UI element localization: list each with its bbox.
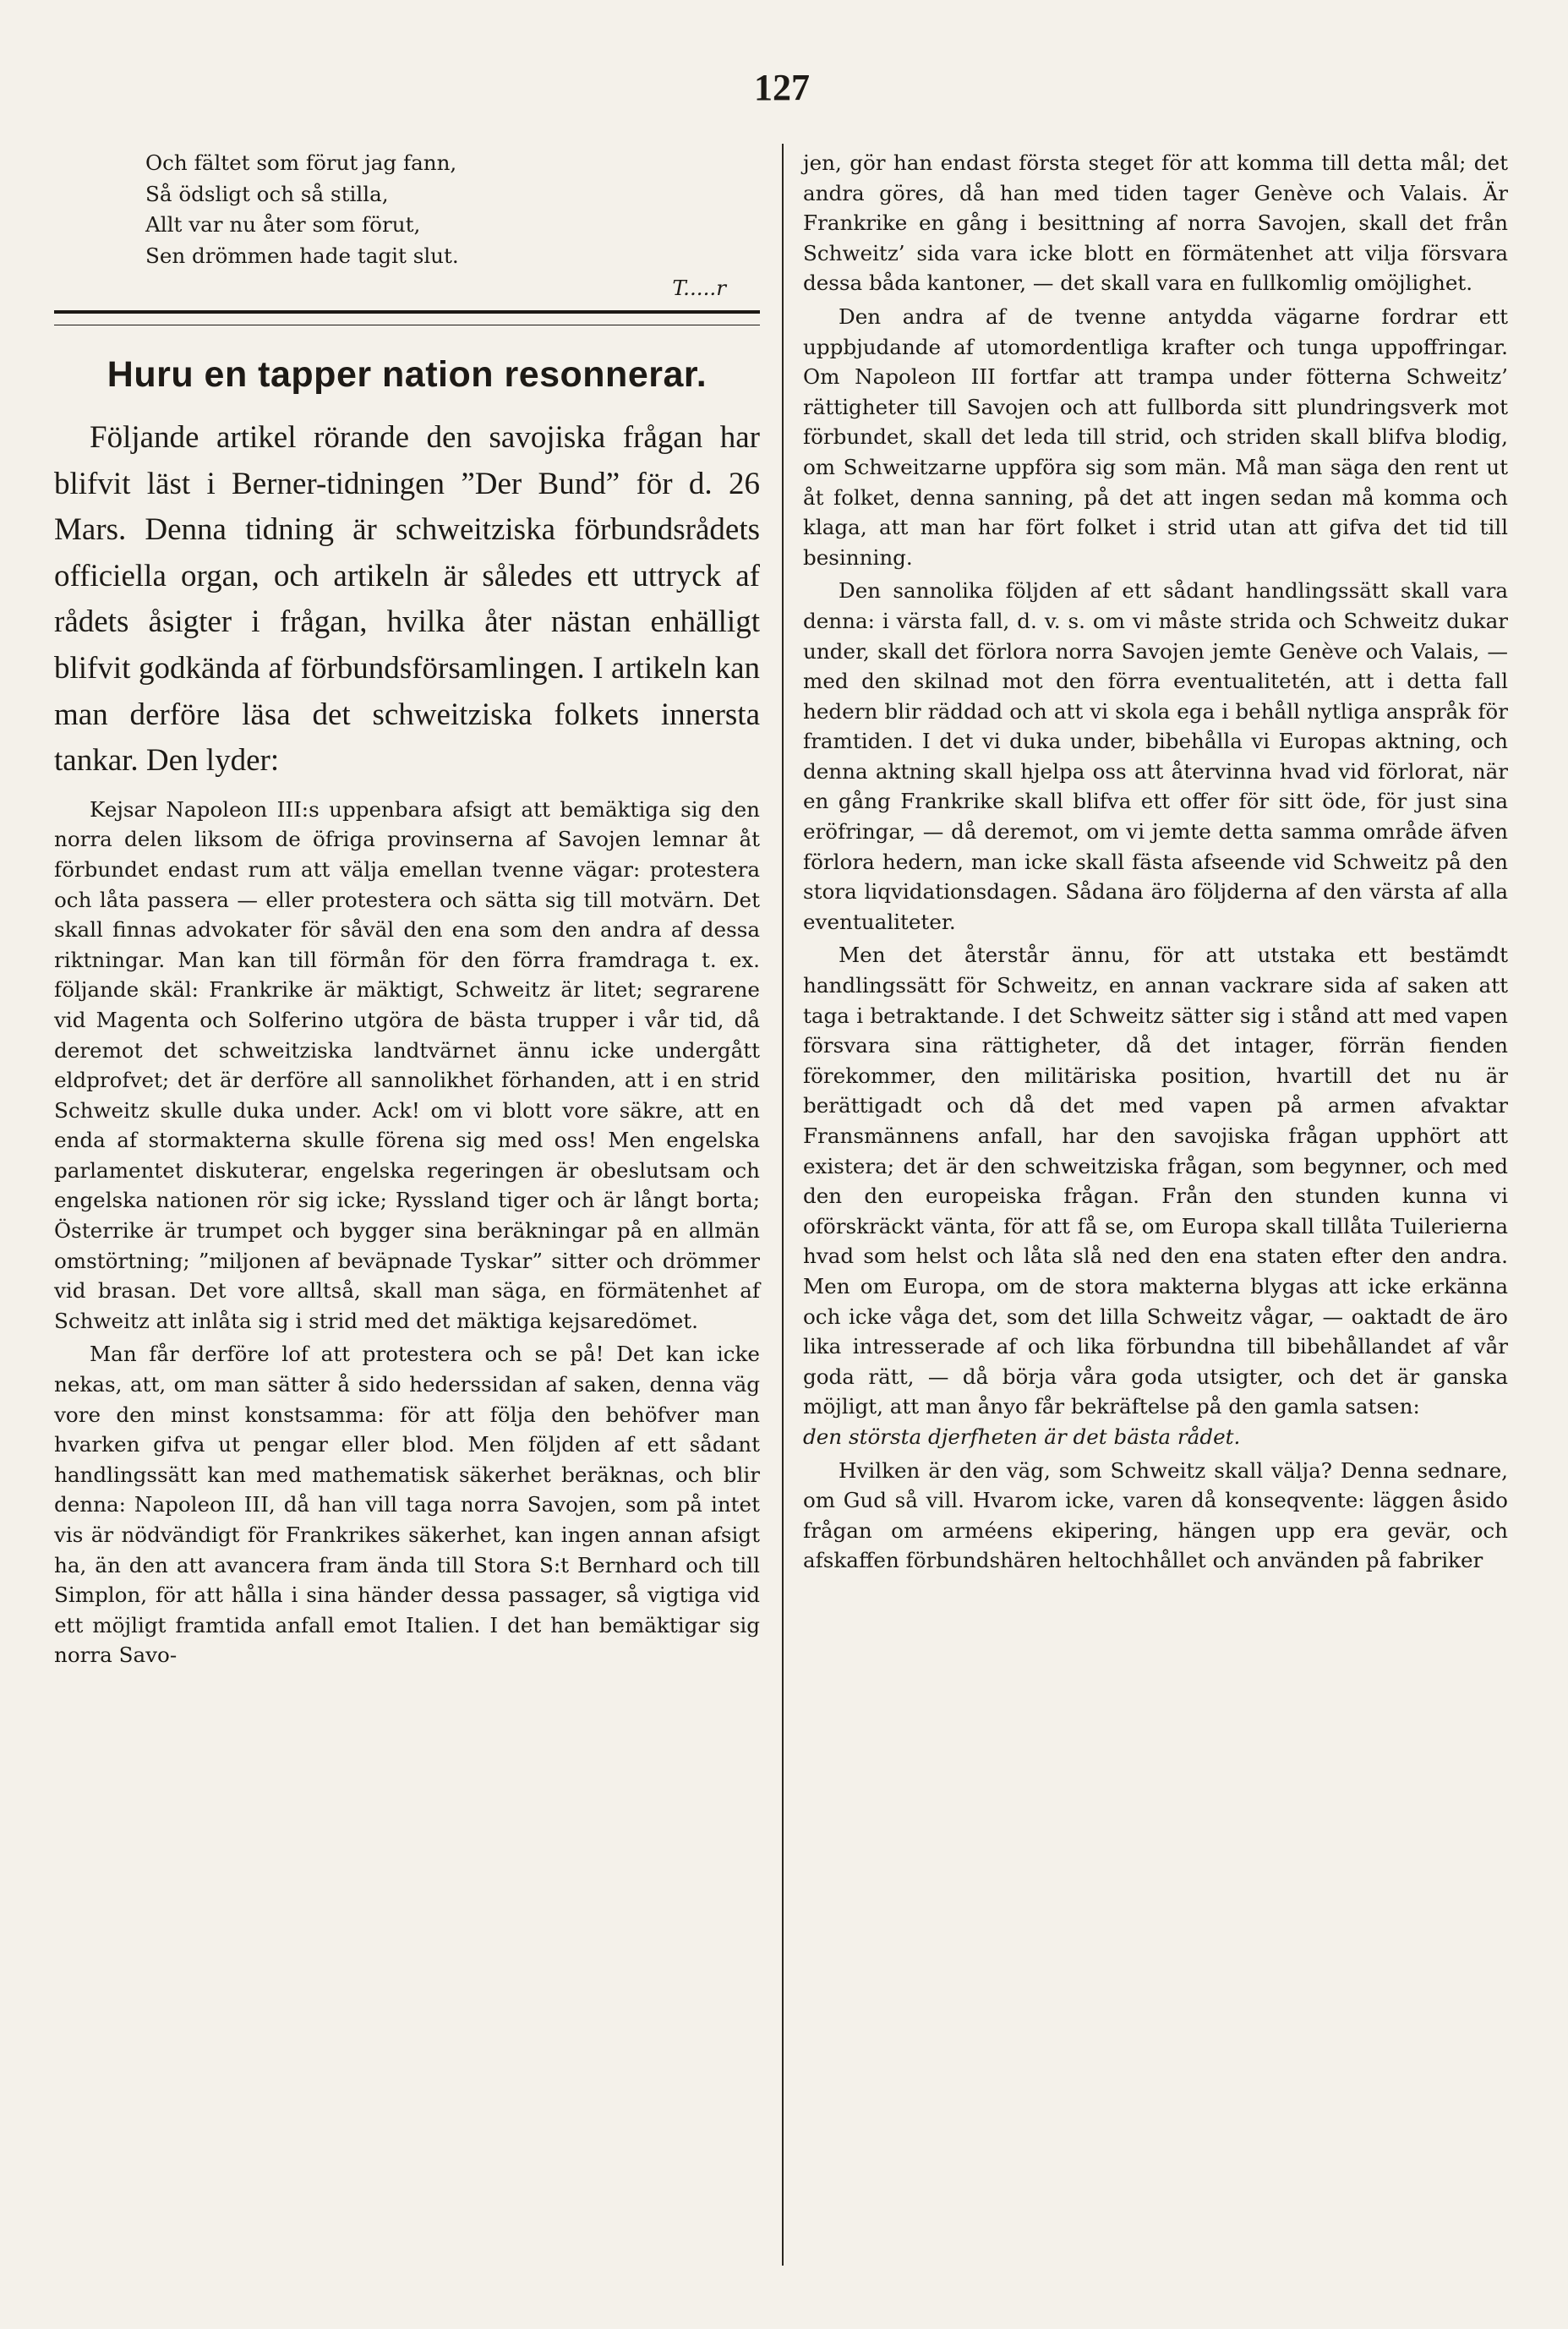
- poem-line: Sen drömmen hade tagit slut.: [145, 243, 459, 268]
- column-divider: [782, 144, 784, 2266]
- left-column: [54, 148, 760, 1670]
- article-paragraph: Kejsar Napoleon III:s uppenbara afsigt att bemäktiga sig den norra delen liksom de öfriga provinserna af Savojen lemnar åt förbundet endast rum att välja emellan tvenne vägar: protestera och låta passera — eller protestera och sätta sig till motvärn. Det skall finnas advokater för såväl den ena som den andra af dessa riktningar. Man kan till förmån för den förra framdraga t. ex. följande skäl: Frankrike är mäktigt, Schweitz är litet; segrarene vid Magenta och Solferino utgöra de bästa trupper i vår tid, då deremot det schweitziska landtvärnet ännu icke undergått eldprofvet; det är derföre all sannolikhet förhanden, att i en strid Schweitz skulle duka under. Ack! om vi blott vore säkre, att en enda af stormakterna skulle förena sig med oss! Men engelska parlamentet diskuterar, engelska regeringen är obeslutsam och engelska nationen rör sig icke; Ryssland tiger och är långt borta; Österrike är trumpet och bygger sina beräkningar på en allmän omstörtning; ”miljonen af beväpnade Tyskar” sitter och drömmer vid brasan. Det vore alltså, skall man säga, en förmätenhet af Schweitz att inlåta sig i strid med det mäktiga kejsaredömet.: [54, 796, 760, 1333]
- section-divider: [54, 310, 760, 325]
- article-lead: Följande artikel rörande den savojiska frågan har blifvit läst i Berner-tidningen ”Der Bund” för d. 26 Mars. Denna tidning är schweitziska förbundsrådets officiella organ, och artikeln är således ett uttryck af rådets åsigter i frågan, hvilka åter nästan enhälligt blifvit godkända af förbundsförsamlingen. I artikeln kan man derföre läsa det schweitziska folkets innersta tankar. Den lyder:: [54, 420, 760, 779]
- poem-line: Allt var nu åter som förut,: [145, 212, 421, 237]
- poem: [54, 148, 760, 271]
- page-number: 127: [754, 67, 810, 108]
- article-paragraph: Den sannolika följden af ett sådant handlingssätt skall vara denna: i värsta fall, d. v. s. om vi måste strida och Schweitz dukar under, skall det förlora norra Savojen jemte Genève och Valais, — med den skilnad mot den förra eventualitetén, att i detta fall hedern blir räddad och att vi skola ega i behåll nytliga anspråk för framtiden. I det vi duka under, bibehålla vi Europas aktning, och denna aktning skall hjelpa oss att återvinna hvad vid förlorat, när en gång Frankrike skall blifva ett offer för sitt öde, för just sina eröfringar, — då deremot, om vi jemte detta samma område äfven förlora hedern, man icke skall fästa afseende vid Schweitz på den stora liqvidationsdagen. Sådana äro följderna af den värsta af alla eventualiteter.: [803, 578, 1508, 934]
- article-paragraph: Men det återstår ännu, för att utstaka ett bestämdt handlingssätt för Schweitz, en annan vackrare sida af saken att taga i betraktande. I det Schweitz sätter sig i stånd att med vapen försvara sina rättigheter, då det intager, förrän fienden förekommer, den militäriska position, hvartill det nu är berättigadt och då det med vapen på armen afvaktar Fransmännens anfall, har den savojiska frågan upphört att existera; det är den schweitziska frågan, som begynner, och med den den europeiska frågan. Från den stunden kunna vi oförskräckt vänta, för att få se, om Europa skall tillåta Tuilerierna hvad som helst och låta slå ned den ena staten efter den andra. Men om Europa, om de stora makterna blygas att icke erkänna och icke våga det, som det lilla Schweitz vågar, — oaktadt de äro lika intresserade af och lika förbundna till bibehållandet af vår goda rätt, — då börja våra goda utsigter, och det är ganska möjligt, att man ånyo får bekräftelse på den gamla satsen:: [803, 943, 1508, 1419]
- poem-line: Och fältet som förut jag fann,: [145, 150, 457, 175]
- article-paragraph: jen, gör han endast första steget för att komma till detta mål; det andra göres, då han med tiden tager Genève och Valais. Är Frankrike en gång i besittning af norra Savojen, skall det från Schweitz’ sida vara icke blott en förmätenhet att vilja försvara dessa båda kantoner, — det skall vara en fullkomlig omöjlighet.: [803, 150, 1508, 296]
- article-paragraph: Man får derföre lof att protestera och se på! Det kan icke nekas, att, om man sätter å sido hederssidan af saken, denna väg vore den minst konstsamma: för att följa den behöfver man hvarken gifva ut pengar eller blod. Men följden af ett sådant handlingssätt kan med mathematisk säkerhet beräknas, och blir denna: Napoleon III, då han vill taga norra Savojen, som på intet vis är nödvändigt för Frankrikes säkerhet, kan ingen annan afsigt ha, än den att avancera fram ända till Stora S:t Bernhard och till Simplon, för att hålla i sina händer dessa passager, så vigtiga vid ett möjligt framtida anfall emot Italien. I det han bemäktigar sig norra Savo-: [54, 1342, 760, 1668]
- article-paragraph: Hvilken är den väg, som Schweitz skall välja? Denna sednare, om Gud så vill. Hvarom icke, varen då konseqvente: läggen åsido frågan om arméens ekipering, hängen upp era gevär, och afskaffen förbundshären heltochhållet och använden på fabriker: [803, 1457, 1508, 1573]
- article-title: Huru en tapper nation resonnerar.: [107, 354, 708, 395]
- poem-signature: T.....r: [672, 276, 726, 300]
- right-column: [803, 148, 1508, 1576]
- poem-line: Så ödsligt och så stilla,: [145, 181, 389, 206]
- article-paragraph: Den andra af de tvenne antydda vägarne fordrar ett uppbjudande af utomordentliga krafter och tunga uppoffringar. Om Napoleon III fortfar att trampa under fötterna Schweitz’ rättigheter till Savojen och att fullborda sitt plundringsverk mot förbundet, skall det leda till strid, och striden skall blifva blodig, om Schweitzarne uppföra sig som män. Må man säga den rent ut åt folket, denna sanning, på det att ingen sedan må komma och klaga, att man har fört folket i strid utan att gifva det tid till besinning.: [803, 303, 1508, 570]
- article-quote: den största djerfheten är det bästa rådet.: [803, 1424, 1241, 1449]
